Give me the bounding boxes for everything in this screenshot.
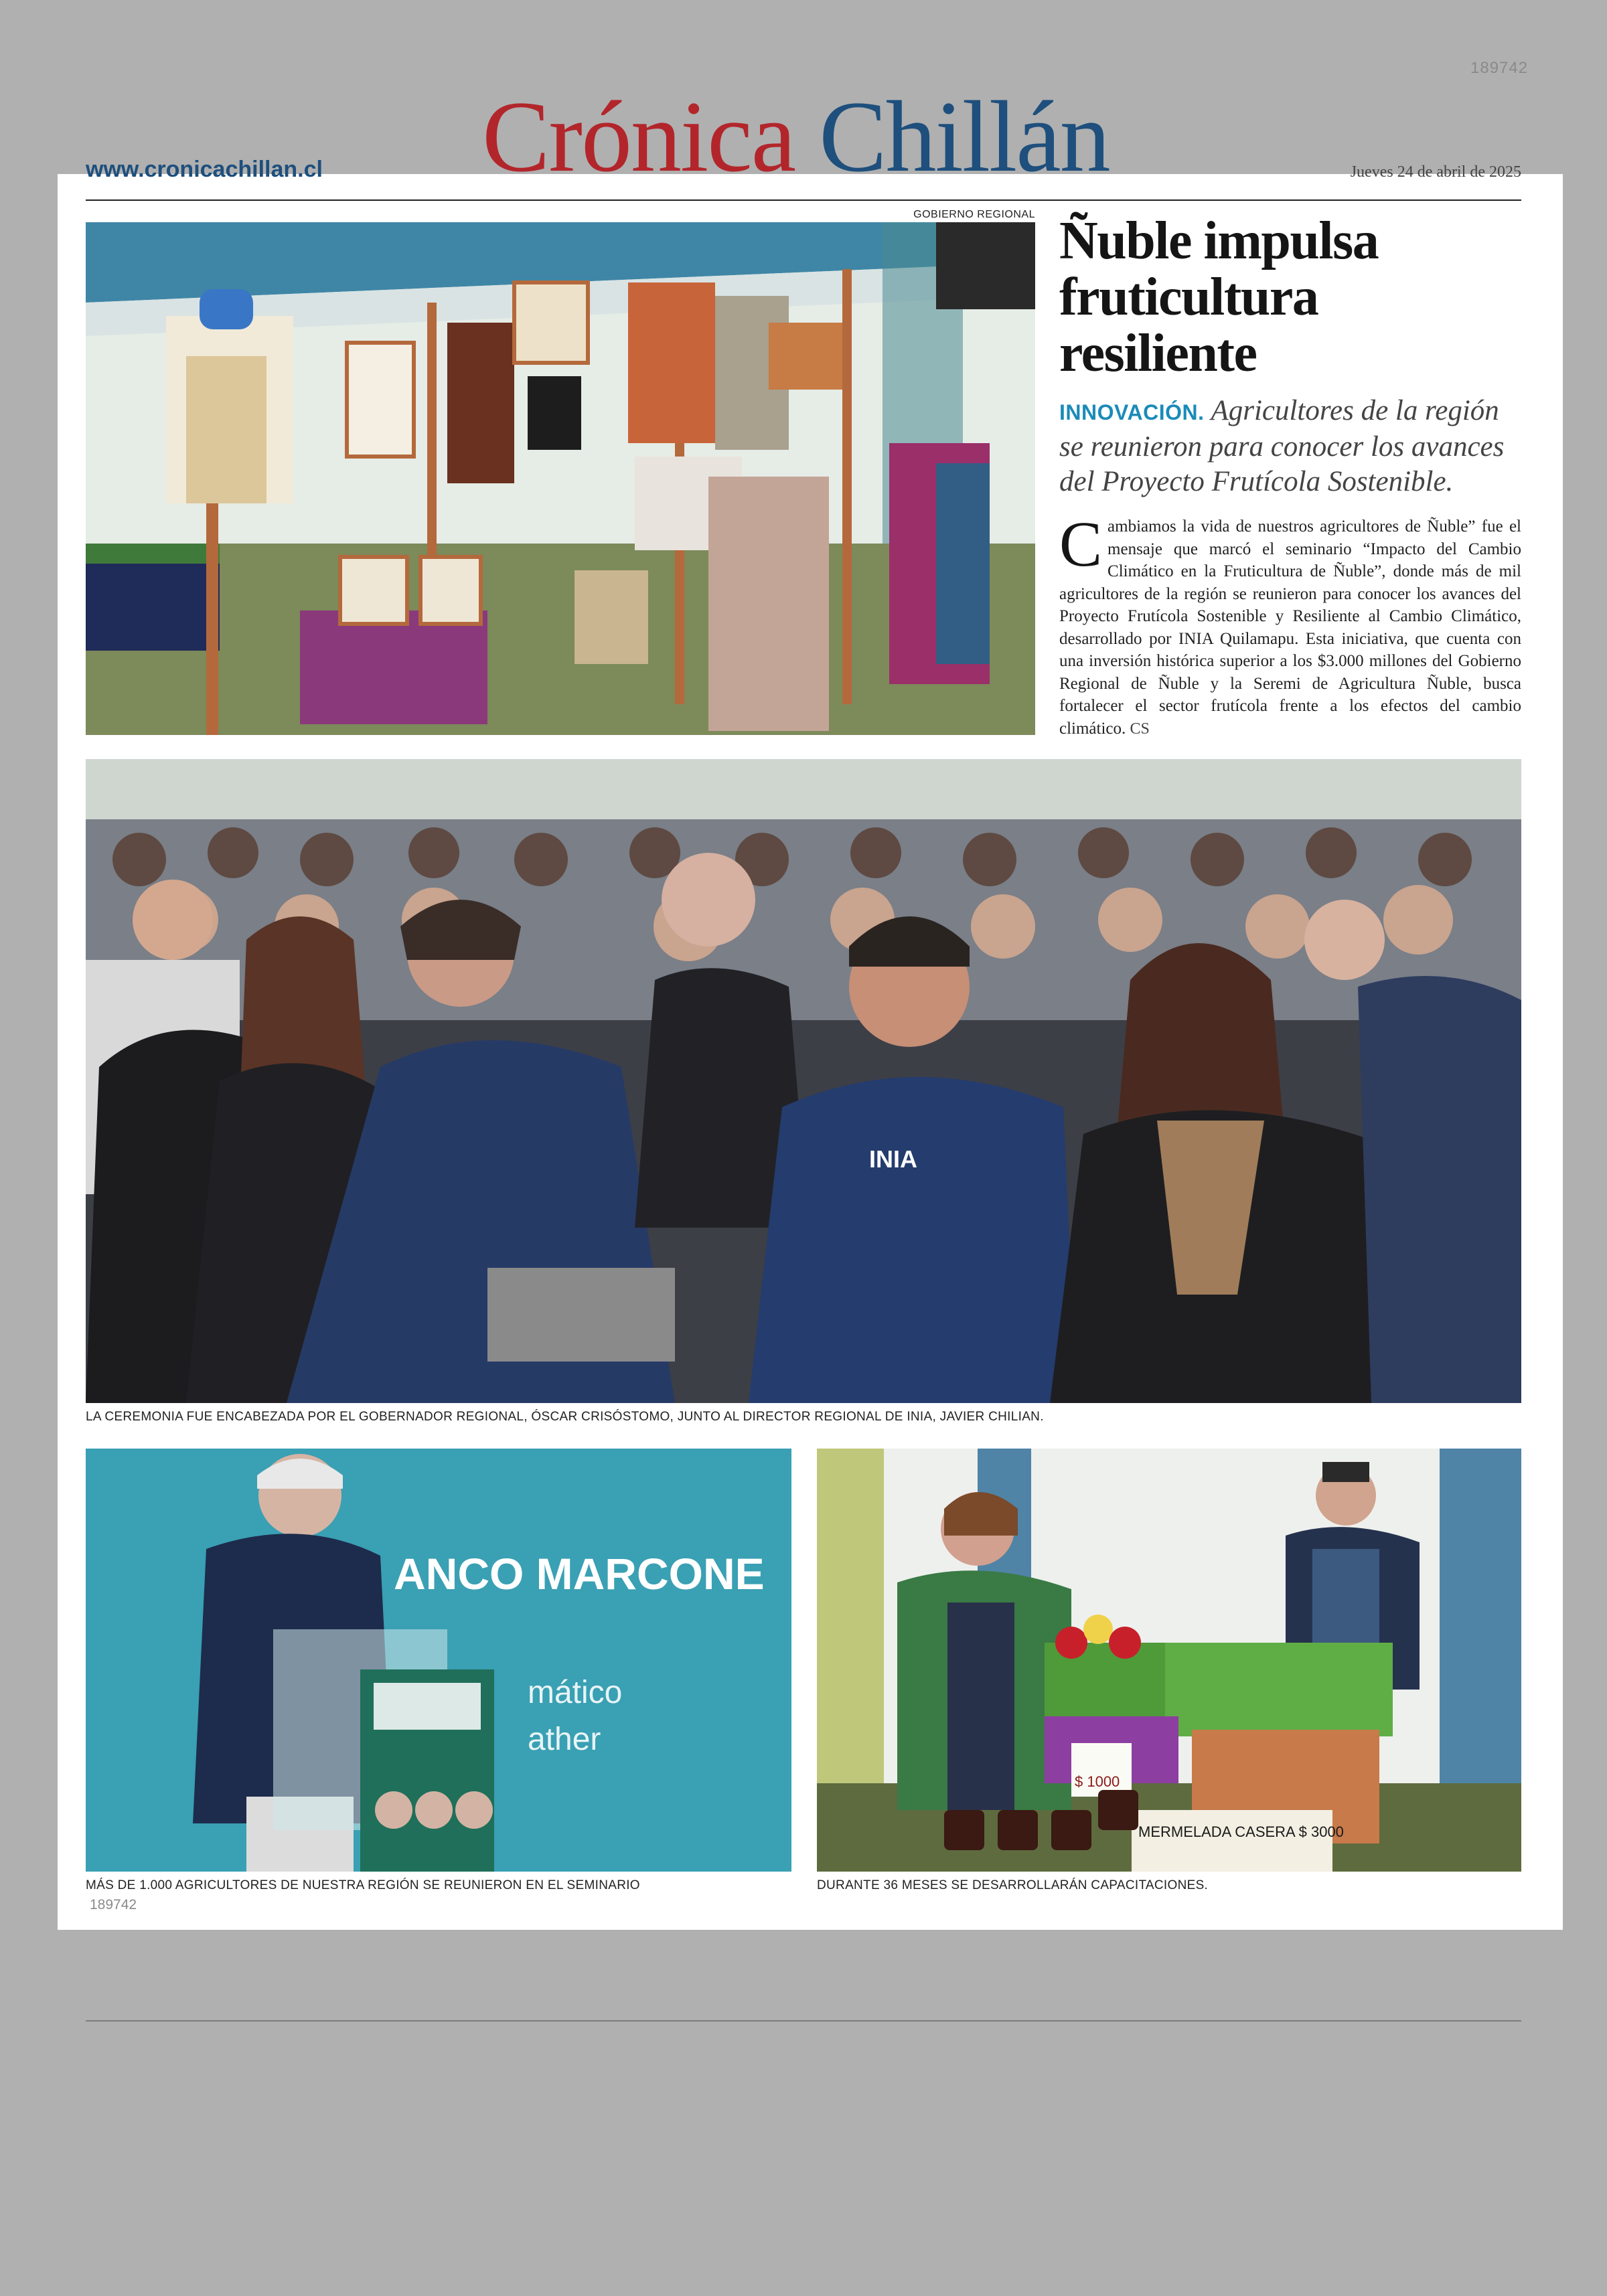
masthead-logo: [482, 80, 1109, 193]
speaker-photo: [86, 1449, 791, 1872]
stall-caption: DURANTE 36 MESES SE DESARROLLARÁN CAPACITACIONES.: [817, 1878, 1209, 1892]
logo-word-cronica: Crónica: [482, 80, 795, 193]
article-end-mark: CS: [1130, 720, 1150, 738]
kicker-label: INNOVACIÓN.: [1059, 400, 1205, 424]
speaker-caption: MÁS DE 1.000 AGRICULTORES DE NUESTRA REGIÓN SE REUNIERON EN EL SEMINARIO: [86, 1878, 640, 1892]
screen-text-line1: mático: [528, 1675, 623, 1710]
audience-photo: [86, 759, 1521, 1403]
website-url[interactable]: www.cronicachillan.cl: [86, 157, 323, 182]
kicker-text: Agricultores de la región se reunieron para conocer los avances del Proyecto Frutícola Sostenible.: [1059, 395, 1505, 497]
marmalade-sign: MERMELADA CASERA $ 3000: [1138, 1823, 1344, 1840]
page-id-top: 189742: [1470, 59, 1529, 77]
header-divider: [86, 199, 1521, 201]
crafts-photo: [86, 222, 1035, 735]
drop-cap: C: [1059, 508, 1103, 580]
page-id-bottom: 189742: [90, 1897, 137, 1912]
audience-caption: LA CEREMONIA FUE ENCABEZADA POR EL GOBERNADOR REGIONAL, ÓSCAR CRISÓSTOMO, JUNTO AL DIRECTOR REGIONAL DE INIA, JAVIER CHILIAN.: [86, 1410, 1044, 1424]
crafts-photo-art: [86, 222, 1035, 735]
article-headline: Ñuble impulsa fruticultura resiliente: [1059, 212, 1379, 383]
screen-name-text: ANCO MARCONE: [394, 1549, 765, 1598]
logo-word-chillan: Chillán: [819, 80, 1109, 193]
audience-photo-art: [86, 759, 1521, 1403]
footer-divider: [86, 2020, 1521, 2022]
issue-date: Jueves 24 de abril de 2025: [1350, 163, 1521, 181]
small-price-sign: $ 1000: [1075, 1773, 1120, 1790]
screen-text-line2: ather: [528, 1722, 601, 1757]
article-body: [1059, 508, 1521, 740]
section-label: GOBIERNO REGIONAL: [913, 209, 1035, 220]
stall-photo-art: [817, 1449, 1521, 1872]
stall-photo: [817, 1449, 1521, 1872]
article-kicker: [1059, 394, 1521, 499]
svg-text:INIA: INIA: [869, 1145, 917, 1173]
speaker-photo-art: [86, 1449, 791, 1872]
article-body-text: ambiamos la vida de nuestros agricultores de Ñuble” fue el mensaje que marcó el seminario “Impacto del Cambio Climático en la Fruticultura de Ñuble”, donde más de mil agricultores de la región se reunieron para conocer los avances del Proyecto Frutícola Sostenible y Resiliente al Cambio Climático, desarrollado por INIA Quilamapu. Esta iniciativa, que cuenta con una inversión histórica superior a los $3.000 millones del Gobierno Regional de Ñuble y la Seremi de Agricultura Ñuble, busca fortalecer el sector frutícola frente a los efectos del cambio climático.: [1059, 517, 1521, 738]
